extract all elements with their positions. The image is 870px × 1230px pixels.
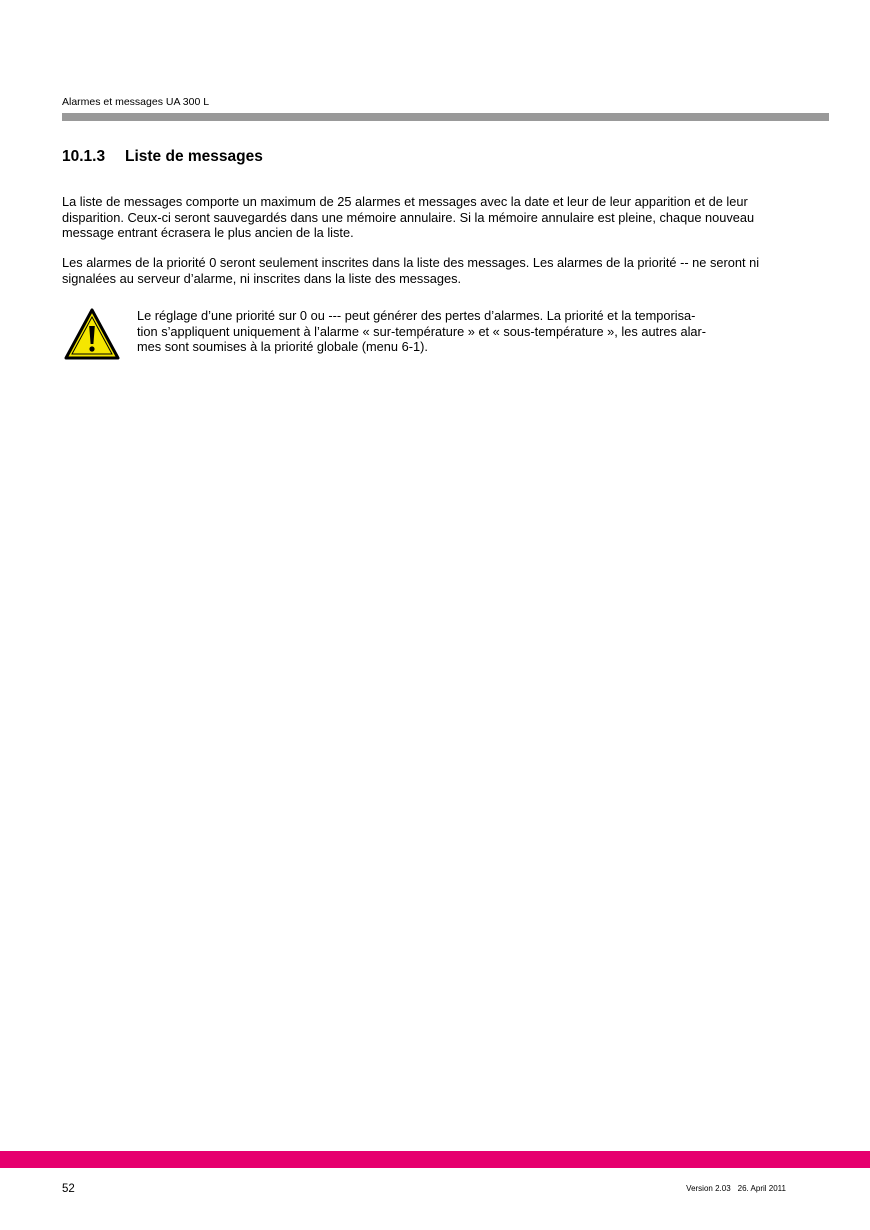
warning-line: mes sont soumises à la priorité globale (menu 6-1). — [137, 339, 428, 355]
version-label: Version 2.03 — [686, 1184, 731, 1193]
warning-triangle-icon — [64, 308, 120, 360]
running-header: Alarmes et messages UA 300 L — [62, 96, 210, 108]
version-info — [686, 1184, 786, 1194]
section-title: Liste de messages — [125, 148, 263, 165]
section-number: 10.1.3 — [62, 148, 106, 165]
warning-line: Le réglage d’une priorité sur 0 ou --- peut générer des pertes d’alarmes. La priorité et la temporisa- — [137, 308, 696, 323]
version-date: 26. April 2011 — [737, 1184, 786, 1193]
paragraph-priority: Les alarmes de la priorité 0 seront seulement inscrites dans la liste des messages. Les alarmes de la priorité -- ne seront ni signalées au serveur d’alarme, ni inscrites dans la liste des messages. — [62, 255, 760, 286]
section-heading — [62, 148, 263, 166]
paragraph-message-list: La liste de messages comporte un maximum de 25 alarmes et messages avec la date et leur de leur apparition et de leur disparition. Ceux-ci seront sauvegardés dans une mémoire annulaire. Si la mémoire annulaire est pleine, chaque nouveau message entrant écrasera le plus ancien de la liste. — [62, 194, 755, 241]
page-number: 52 — [62, 1183, 75, 1195]
footer-bar — [0, 1151, 870, 1168]
warning-text — [137, 308, 792, 355]
header-rule — [62, 113, 829, 121]
warning-line: tion s’appliquent uniquement à l’alarme « sur-température » et « sous-température », les autres alar- — [137, 323, 707, 339]
